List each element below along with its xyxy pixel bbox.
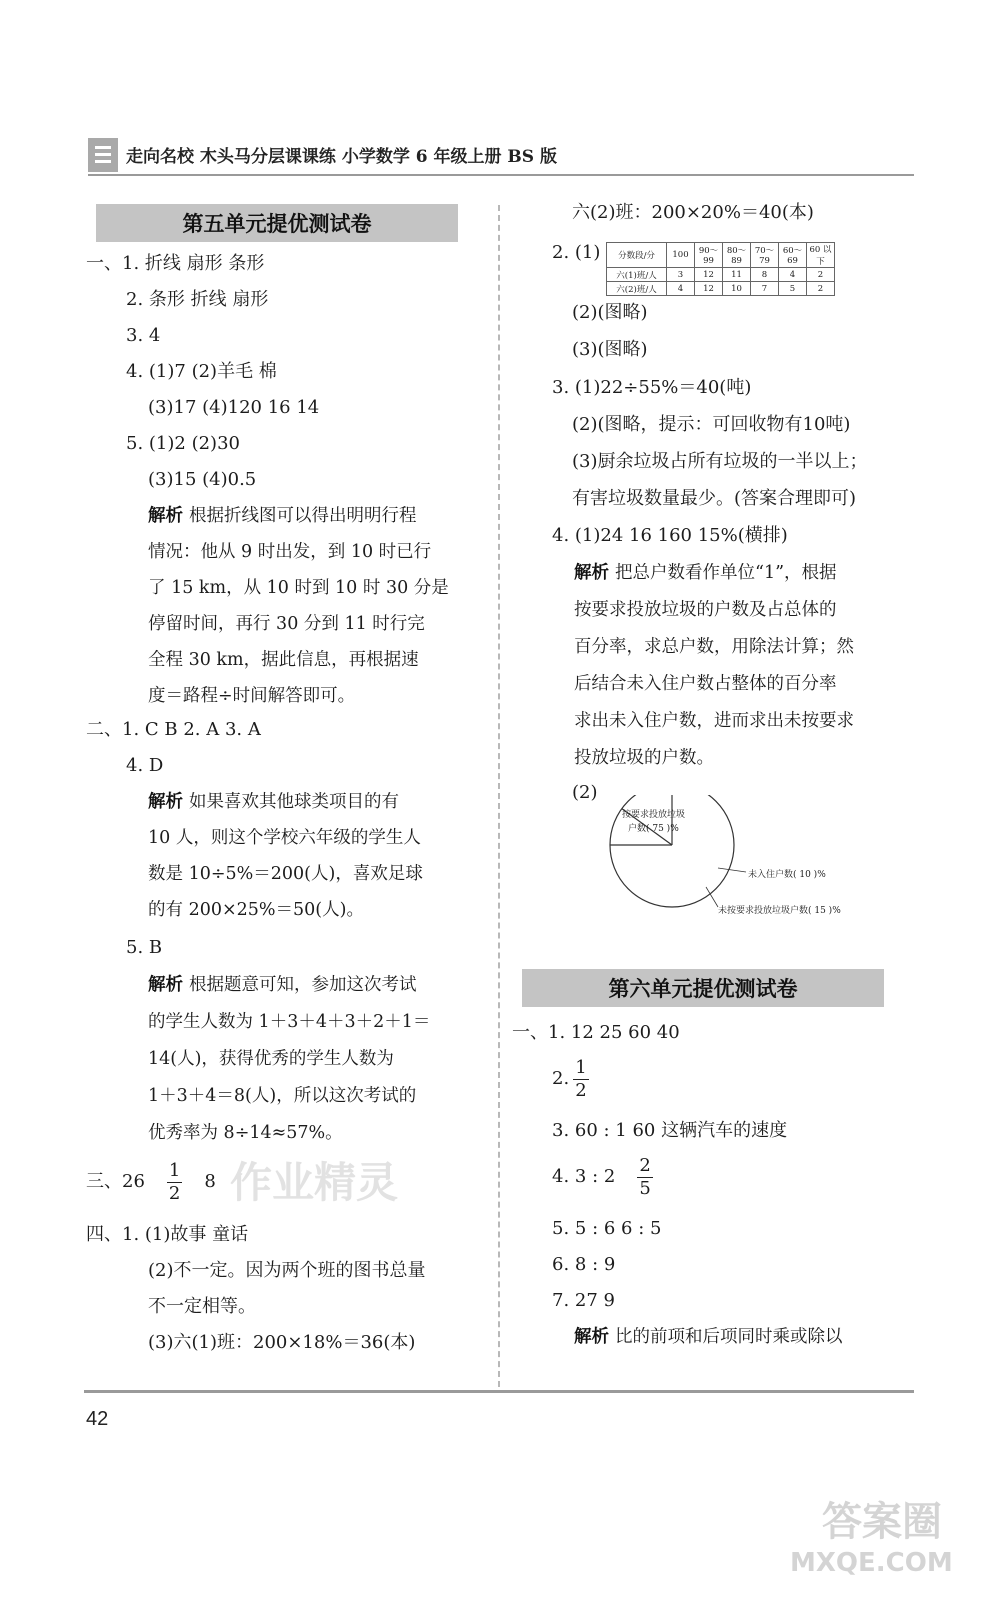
analysis-3-line1: 解析 根据题意可知，参加这次考试: [148, 975, 417, 995]
fraction-one-half: $\frac{1}{2}$: [575, 1056, 587, 1101]
analysis-r-line4: 后结合未入住户数占整体的百分率: [574, 674, 837, 694]
analysis-r-line6: 投放垃圾的户数。: [574, 748, 714, 768]
answer-6-7: 7. 27 9: [552, 1290, 615, 1311]
book-icon: [88, 138, 118, 172]
answer-1-1: 一、1. 折线 扇形 条形: [86, 253, 265, 274]
answer-1-4b: (3)17 (4)120 16 14: [148, 397, 320, 418]
page-number: 42: [86, 1408, 109, 1430]
answer-4-3: (3)六(1)班：200×18%＝36(本): [148, 1332, 416, 1353]
book-header: [88, 138, 914, 176]
watermark-center: 作业精灵: [230, 1158, 399, 1207]
column-divider: [498, 205, 500, 1387]
answer-2-4: 4. D: [126, 755, 164, 776]
answer-r2-2: (2)(图略): [572, 302, 648, 323]
pie-label-b: 未入住户数( 10 )%: [748, 870, 826, 880]
analysis-r-line5: 求出未入住户数，进而求出未按要求: [574, 711, 854, 731]
pie-leader-b: [718, 868, 746, 872]
pie-label-a-line1: 按要求投放垃圾: [622, 810, 686, 820]
unit6-banner: 第六单元提优测试卷: [522, 969, 884, 1007]
fraction-two-fifths: $\frac{2}{5}$: [639, 1154, 651, 1199]
answer-1-5: 5. (1)2 (2)30: [126, 433, 240, 454]
table-row: 分数段/分 100 90～99 80～89 70～79 60～69 60 以下: [607, 243, 835, 268]
analysis-3-line2: 的学生人数为 1＋3＋4＋3＋2＋1＝: [148, 1012, 431, 1032]
analysis-1-line6: 度＝路程÷时间解答即可。: [148, 686, 356, 706]
answer-6-2: 2. $\frac{1}{2}$: [552, 1056, 587, 1101]
answer-2-1: 二、1. C B 2. A 3. A: [86, 719, 261, 740]
watermark-site: MXQE.COM: [790, 1548, 953, 1578]
footer-rule: [84, 1390, 914, 1393]
analysis-1-line2: 情况：他从 9 时出发，到 10 时已行: [148, 542, 432, 562]
analysis-1-line1: 解析 根据折线图可以得出明明行程: [148, 506, 417, 526]
answer-r3-1: 3. (1)22÷55%＝40(吨): [552, 377, 752, 398]
answer-3: 三、26 $\frac{1}{2}$ 8: [86, 1159, 216, 1204]
analysis-r-line3: 百分率，求总户数，用除法计算；然: [574, 637, 854, 657]
pie-label-c: 未按要求投放垃圾户数( 15 )%: [718, 906, 841, 916]
analysis-3-line3: 14(人)，获得优秀的学生人数为: [148, 1049, 394, 1069]
analysis-2-line3: 数是 10÷5%＝200(人)，喜欢足球: [148, 864, 423, 884]
pie-chart: [600, 795, 900, 925]
answer-r3-2: (2)(图略，提示：可回收物有10吨): [572, 414, 851, 435]
answer-r4-1: 4. (1)24 16 160 15%(横排): [552, 525, 788, 546]
pie-leader-c: [706, 887, 718, 907]
analysis-6-line1: 解析 比的前项和后项同时乘或除以: [574, 1327, 843, 1347]
score-table: [606, 242, 835, 296]
table-row: 六(1)班/人 3 12 11 8 4 2: [607, 268, 835, 282]
analysis-2-line2: 10 人，则这个学校六年级的学生人: [148, 828, 421, 848]
book-title: 走向名校 木头马分层课课练 小学数学 6 年级上册 BS 版: [126, 147, 557, 167]
analysis-1-line5: 全程 30 km，据此信息，再根据速: [148, 650, 419, 670]
answer-1-3: 3. 4: [126, 325, 161, 346]
answer-r3-3b: 有害垃圾数量最少。(答案合理即可): [572, 488, 857, 509]
answer-r2-1: 2. (1): [552, 242, 601, 263]
analysis-2-line4: 的有 200×25%＝50(人)。: [148, 900, 364, 920]
answer-6-3: 3. 60 : 1 60 这辆汽车的速度: [552, 1120, 788, 1141]
answer-1-4: 4. (1)7 (2)羊毛 棉: [126, 361, 277, 382]
answer-2-5: 5. B: [126, 937, 163, 958]
fraction-one-half: $\frac{1}{2}$: [168, 1159, 181, 1204]
answer-r4-2: (2): [572, 782, 598, 803]
pie-label-a-line2: 户数( 75 )%: [628, 824, 679, 834]
answer-1-2: 2. 条形 折线 扇形: [126, 289, 269, 310]
analysis-r-line1: 解析 把总户数看作单位“1”，根据: [574, 563, 837, 583]
table-row: 六(2)班/人 4 12 10 7 5 2: [607, 282, 835, 296]
unit5-banner: 第五单元提优测试卷: [96, 204, 458, 242]
analysis-2-line1: 解析 如果喜欢其他球类项目的有: [148, 792, 399, 812]
header-rule: [88, 174, 914, 176]
answer-r2-3: (3)(图略): [572, 339, 648, 360]
analysis-1-line3: 了 15 km，从 10 时到 10 时 30 分是: [148, 578, 449, 598]
answer-4-3-class2: 六(2)班：200×20%＝40(本): [572, 202, 814, 223]
answer-r3-3a: (3)厨余垃圾占所有垃圾的一半以上；: [572, 451, 868, 472]
analysis-3-line4: 1＋3＋4＝8(人)，所以这次考试的: [148, 1086, 417, 1106]
answer-6-6: 6. 8 : 9: [552, 1254, 616, 1275]
answer-4-2b: 不一定相等。: [148, 1296, 256, 1317]
answer-4-2a: (2)不一定。因为两个班的图书总量: [148, 1260, 426, 1281]
answer-1-5b: (3)15 (4)0.5: [148, 469, 257, 490]
answer-6-5: 5. 5 : 6 6 : 5: [552, 1218, 662, 1239]
analysis-3-line5: 优秀率为 8÷14≈57%。: [148, 1123, 343, 1143]
analysis-1-line4: 停留时间，再行 30 分到 11 时行完: [148, 614, 425, 634]
analysis-r-line2: 按要求投放垃圾的户数及占总体的: [574, 600, 837, 620]
answer-4-1: 四、1. (1)故事 童话: [86, 1224, 249, 1245]
answer-6-4: 4. 3 : 2 $\frac{2}{5}$: [552, 1154, 651, 1199]
answer-6-1: 一、1. 12 25 60 40: [512, 1022, 680, 1043]
watermark-corner: 答案圈: [822, 1499, 942, 1545]
